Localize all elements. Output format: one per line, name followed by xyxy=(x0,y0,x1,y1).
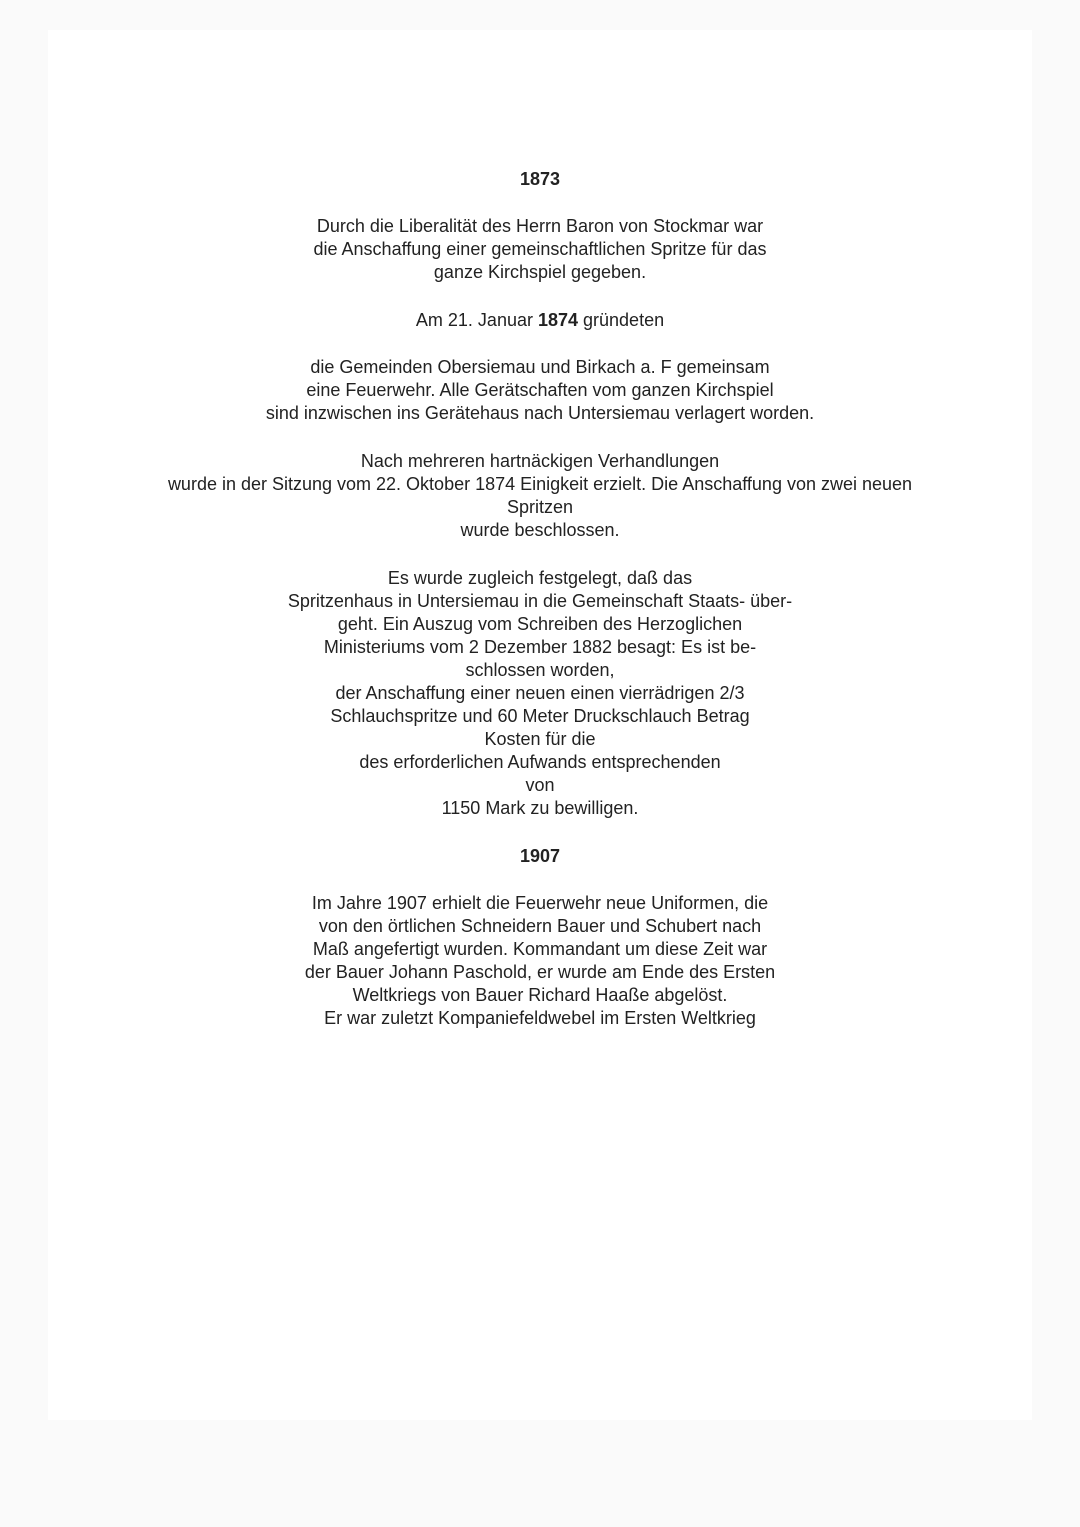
paragraph-negotiations xyxy=(48,450,1032,542)
text-line: wurde beschlossen. xyxy=(460,520,620,540)
text-line: des erforderlichen Aufwands entsprechenden xyxy=(359,752,721,772)
text-line: der Anschaffung einer neuen einen vierrädrigen 2/3 xyxy=(335,683,745,703)
text-line: Durch die Liberalität des Herrn Baron von Stockmar war xyxy=(316,216,764,236)
heading-1907: 1907 xyxy=(519,846,561,866)
text-line: Spritzenhaus in Untersiemau in die Gemeinschaft Staats- über- xyxy=(287,591,793,611)
document-content xyxy=(48,168,1032,1030)
text-line: Im Jahre 1907 erhielt die Feuerwehr neue Uniformen, die xyxy=(311,893,769,913)
text-line: wurde in der Sitzung vom 22. Oktober 1874 Einigkeit erzielt. Die Anschaffung von zwei neuen xyxy=(167,474,913,494)
text-line: Kosten für die xyxy=(484,729,596,749)
text-line: Nach mehreren hartnäckigen Verhandlungen xyxy=(360,451,720,471)
document-page xyxy=(48,30,1032,1420)
paragraph-spritzenhaus xyxy=(48,567,1032,820)
text-line: Er war zuletzt Kompaniefeldwebel im Ersten Weltkrieg xyxy=(324,1008,756,1028)
text-segment: gründeten xyxy=(578,310,665,330)
text-line: schlossen worden, xyxy=(465,660,615,680)
text-line: der Bauer Johann Paschold, er wurde am Ende des Ersten xyxy=(304,962,776,982)
text-line: die Gemeinden Obersiemau und Birkach a. F gemeinsam xyxy=(310,357,770,377)
text-line: geht. Ein Auszug vom Schreiben des Herzoglichen xyxy=(337,614,743,634)
text-line: ganze Kirchspiel gegeben. xyxy=(433,262,647,282)
paragraph-uniforms xyxy=(48,892,1032,1030)
text-line: Es wurde zugleich festgelegt, daß das xyxy=(387,568,693,588)
text-line: Maß angefertigt wurden. Kommandant um diese Zeit war xyxy=(312,939,768,959)
text-segment: Am 21. Januar xyxy=(415,310,538,330)
text-line: Spritzen xyxy=(506,497,574,517)
text-line: 1150 Mark zu bewilligen. xyxy=(441,798,639,818)
text-line: von den örtlichen Schneidern Bauer und Schubert nach xyxy=(318,916,762,936)
text-line xyxy=(48,309,1032,332)
text-line: von xyxy=(525,775,555,795)
paragraph-communities xyxy=(48,356,1032,425)
heading-1873: 1873 xyxy=(519,169,561,189)
paragraph-founding-date xyxy=(48,309,1032,332)
text-line: sind inzwischen ins Gerätehaus nach Untersiemau verlagert worden. xyxy=(265,403,815,423)
text-line: eine Feuerwehr. Alle Gerätschaften vom ganzen Kirchspiel xyxy=(306,380,774,400)
year-1874-bold: 1874 xyxy=(537,310,579,330)
paragraph-stockmar xyxy=(48,215,1032,284)
text-line: die Anschaffung einer gemeinschaftlichen Spritze für das xyxy=(313,239,767,259)
text-line: Weltkriegs von Bauer Richard Haaße abgelöst. xyxy=(352,985,728,1005)
text-line: Schlauchspritze und 60 Meter Druckschlauch Betrag xyxy=(330,706,750,726)
text-line: Ministeriums vom 2 Dezember 1882 besagt: Es ist be- xyxy=(323,637,757,657)
